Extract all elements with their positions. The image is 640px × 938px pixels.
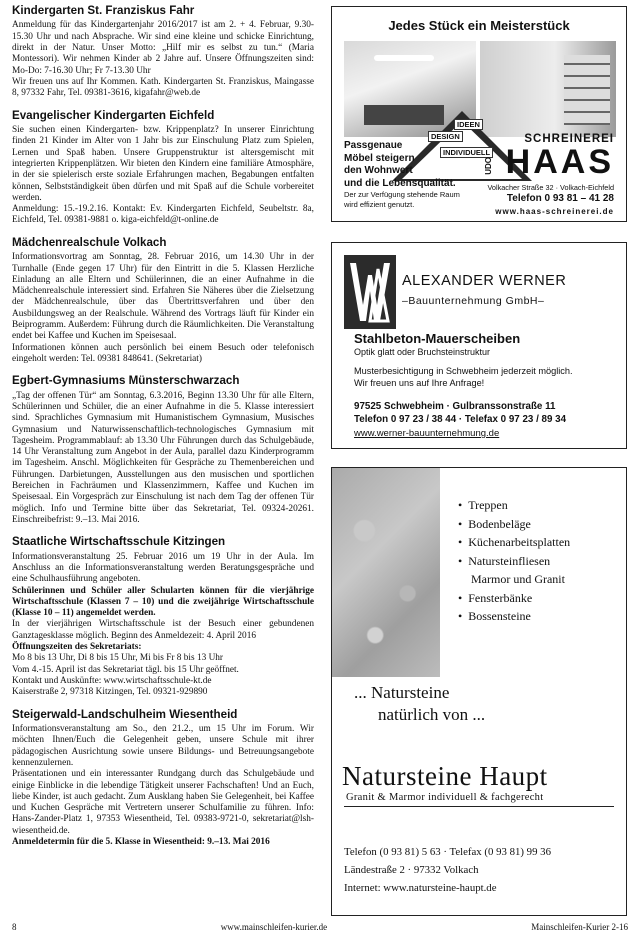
section-title: Egbert-Gymnasiums Münsterschwarzach <box>12 374 240 388</box>
company-website: www.werner-bauunternehmung.de <box>354 428 500 439</box>
aw-logo-icon <box>344 255 396 329</box>
company-name: HAAS <box>505 143 614 181</box>
section-paragraph: „Tag der offenen Tür“ am Sonntag, 6.3.2016, Beginn 13.30 Uhr für alle Eltern, Schülerinnen und Schüler, die an einer Aufnahme in die 5. Klasse interessiert sind. Sprachliches Gymnasium mit Humanistischem Gymnasium, Musisches Gymnasium und Naturwissenschaftlich-technologisches Gymnasium mit Tagesheim. Programmablauf: ab 13.30 Uhr Führungen durch das Schulgebäude, 14 Uhr Veranstaltung zum Angebot in der Aula, parallel dazu Kinderprogramm im Tagesheim. Anschl. Möglichkeiten für Gespräche zu Themenbereichen und Führungen. Darbietungen, Ausstellungen aus den musischen und sportlichen Bereichen in Fachräumen und Klassenzimmern, Kaffee und Kuchen im Speisesaal. Ein Vorgespräch zur Einschulung ist nach dem Tag der offenen Tür möglich. Info und Termine bitte über das Sekretariat, Tel. 09324-20261. Einschreibefrist: 9.–13. Mai 2016. <box>12 390 314 525</box>
lamp-shape <box>374 55 434 61</box>
word-design: DESIGN <box>428 131 463 142</box>
shelf-shape <box>564 55 610 125</box>
product-item-label: Natursteinfliesen <box>468 553 551 568</box>
section-wirtschaftsschule <box>12 535 314 698</box>
section-title: Staatliche Wirtschaftsschule Kitzingen <box>12 535 226 549</box>
section-title: Evangelischer Kindergarten Eichfeld <box>12 108 215 122</box>
ad-small-text <box>344 190 460 210</box>
section-paragraph: Öffnungszeiten des Sekretariats: <box>12 642 142 653</box>
section-paragraph: Informationsveranstaltung 25. Februar 2016 um 19 Uhr in der Aula. Im Anschluss an die Informationsveranstaltung werden Beratungsgespräche und eine Schulhausführung angeboten. <box>12 551 314 585</box>
section-title: Kindergarten St. Franziskus Fahr <box>12 4 195 17</box>
page-footer <box>12 922 628 932</box>
company-name: ALEXANDER WERNER <box>402 273 567 289</box>
product-item <box>458 552 570 589</box>
ad-visit-text <box>354 366 573 389</box>
section-egbert-gymnasium <box>12 374 314 526</box>
section-paragraph: Anmeldetermin für die 5. Klasse in Wiesentheid: 9.–13. Mai 2016 <box>12 837 270 848</box>
section-paragraph: Kontakt und Auskünfte: www.wirtschaftsschule-kt.de <box>12 675 212 686</box>
small-line: Der zur Verfügung stehende Raum <box>344 190 460 199</box>
product-item: • Küchenarbeitsplatten <box>458 533 570 552</box>
product-item: • Fensterbänke <box>458 589 570 608</box>
article-column <box>12 4 314 916</box>
slogan-line: natürlich von ... <box>378 705 486 724</box>
section-landschulheim <box>12 708 314 849</box>
ad-headline: Jedes Stück ein Meisterstück <box>388 18 570 33</box>
company-phone: Telefon 0 97 23 / 38 44 · Telefax 0 97 23 / 89 34 <box>354 414 567 425</box>
company-name: Natursteine Haupt <box>342 761 548 791</box>
product-list <box>458 496 570 626</box>
section-maedchenrealschule <box>12 236 314 365</box>
company-subtitle: Granit & Marmor individuell & fachgerecht <box>346 792 544 803</box>
tagline-line: und die Lebensqualität. <box>344 177 456 189</box>
section-kindergarten-fahr <box>12 4 314 100</box>
word-ideen: IDEEN <box>454 119 483 130</box>
company-address: Volkacher Straße 32 · Volkach-Eichfeld <box>487 183 614 192</box>
section-paragraph: Vom 4.-15. April ist das Sekretariat tägl. bis 15 Uhr geöffnet. <box>12 664 239 675</box>
company-address: 97525 Schwebheim · Gulbranssonstraße 11 <box>354 401 556 412</box>
ad-werner-bau <box>331 242 627 449</box>
company-phone: Telefon 0 93 81 – 41 28 <box>506 193 614 204</box>
ad-slogan <box>354 682 485 726</box>
page-number: 8 <box>12 922 17 932</box>
section-paragraph: In der vierjährigen Wirtschaftsschule ist der Besuch einer gebundenen Ganztagesklasse möglich. Beginn des Anmeldezeit: 4. April 2016 <box>12 619 314 641</box>
word-individuell: INDIVIDUELL <box>440 147 493 158</box>
visit-line: Wir freuen uns auf Ihre Anfrage! <box>354 377 485 388</box>
company-address: Ländestraße 2 · 97332 Volkach <box>344 864 479 876</box>
section-paragraph: Kaiserstraße 2, 97318 Kitzingen, Tel. 09321-929890 <box>12 687 208 698</box>
section-paragraph: Sie suchen einen Kindergarten- bzw. Krippenplatz? In unserer Einrichtung finden 21 Kinder im Alter von 1 Jahr bis zur Einschulung Platz zum Spielen, Lernen und Spaß haben. Unsere Gruppenstruktur ist altersgemischt mit integrierten Krippenplätzen. Wir bieten den Kindern eine familiäre Atmosphäre, in der sie spielerisch erste soziale Erfahrungen machen, Begabungen entfalten können, Selbstständigkeit üben dürfen und mit Spaß auf die Schule vorbereitet werden. <box>12 125 314 203</box>
slogan-line: ... Natursteine <box>354 683 450 702</box>
section-paragraph: Anmeldung für das Kindergartenjahr 2016/2017 ist am 2. + 4. Februar, 9.30-15.30 Uhr und nach Absprache. Wir sind eine kleine und schicke Einrichtung, direkt in der Natur. Unser Motto: „Hilf mir es selbst zu tun.“ (Maria Montessori). Wir nehmen Kinder ab 2 Jahre auf. Unsere Öffnungszeiten sind: Mo-Do: 7-16.30 Uhr; Fr 7-13.30 Uhr <box>12 20 314 76</box>
section-paragraph: Informationsvortrag am Sonntag, 28. Februar 2016, um 14.30 Uhr in der Turnhalle (Ende gegen 17 Uhr) für den Eintritt in die 5. Klassen Herzliche Einladung an alle Eltern und Schülerinnen, die an einer Aufnahme in die Mädchenrealschule interessiert sind. Erfahren Sie Näheres über die Zielsetzung der Mädchenrealschule, über das Übertrittsverfahren und über den Ausbildungsweg an der Realschule. Während des Vortrags läuft für Kinder ein Beiprogramm. Außerdem: Führung durch die Räumlichkeiten. Die Veranstaltung endet bei Kaffee und Kuchen im Speisesaal. <box>12 252 314 342</box>
section-kindergarten-eichfeld <box>12 109 314 227</box>
company-type: SCHREINEREI <box>524 133 614 145</box>
stone-texture-image <box>332 468 440 677</box>
section-paragraph: Präsentationen und ein interessanter Rundgang durch das Schulgebäude und einige Einblicke in die lebendige Tätigkeit unserer Fachschaften! Und an Euch, liebe Kinder, ist auch gedacht. Zum Ausklang haben Sie Gelegenheit, bei Kaffee und Kuchen Gespräche mit Vertretern unserer Schulfamilie zu führen. Info: Hans-Zander-Platz 1, 97353 Wiesentheid, Tel. 09383-9721-0, sekretariat@lsh-wiesentheid.de. <box>12 769 314 836</box>
section-title: Steigerwald-Landschulheim Wiesentheid <box>12 707 238 721</box>
tagline-line: Möbel steigern <box>344 152 415 164</box>
product-item-label-2: Marmor und Granit <box>471 572 565 586</box>
company-phone: Telefon (0 93 81) 5 63 · Telefax (0 93 81) 99 36 <box>344 846 551 858</box>
tagline-line: Passgenaue <box>344 140 403 151</box>
ad-natursteine-haupt <box>331 467 627 916</box>
footer-issue: Mainschleifen-Kurier 2-16 <box>531 922 628 932</box>
tagline-line: den Wohnwert <box>344 165 413 176</box>
product-item: • Bossensteine <box>458 607 570 626</box>
company-website: Internet: www.natursteine-haupt.de <box>344 882 497 894</box>
section-paragraph: Informationen können auch persönlich bei einem Besuch oder telefonisch eingeholt werden: Tel. 09381 848641. (Sekretariat) <box>12 342 314 364</box>
company-subtitle: –Bauunternehmung GmbH– <box>402 295 545 307</box>
section-paragraph: Wir freuen uns auf Ihr Kommen. Kath. Kindergarten St. Franziskus, Maingasse 8, 97332 Fahr, Tel. 09381-3616, kigafahr@web.de <box>12 76 314 99</box>
first-name: UDO <box>484 157 493 175</box>
divider <box>344 806 614 807</box>
ad-schreinerei-haas <box>331 6 627 222</box>
ad-headline: Stahlbeton-Mauerscheiben <box>354 331 521 346</box>
section-paragraph: Informationsveranstaltung am So., den 21.2., um 15 Uhr im Forum. Wir möchten Ihnen/Euch die Gelegenheit geben, unsere Schule mit ihrer pädagogischen Ausrichtung sowie unsere Bildungs- und Betreuungsangebote kennenzulernen. <box>12 724 314 768</box>
footer-url: www.mainschleifen-kurier.de <box>220 922 328 932</box>
visit-line: Musterbesichtigung in Schwebheim jederzeit möglich. <box>354 366 573 376</box>
ad-tagline <box>344 140 456 190</box>
small-line: wird effizient genutzt. <box>344 200 415 209</box>
company-website: www.haas-schreinerei.de <box>495 207 614 216</box>
section-paragraph: Anmeldung: 15.-19.2.16. Kontakt: Ev. Kindergarten Eichfeld, Seubeltstr. 8a, Eichfeld, Tel. 09381-9881 o. kiga-eichfeld@t-online.de <box>12 204 314 226</box>
section-title: Mädchenrealschule Volkach <box>12 235 167 249</box>
ad-option: Optik glatt oder Bruchsteinstruktur <box>354 347 491 357</box>
product-item: • Treppen <box>458 496 570 515</box>
section-paragraph: Mo 8 bis 13 Uhr, Di 8 bis 15 Uhr, Mi bis Fr 8 bis 13 Uhr <box>12 653 224 664</box>
section-paragraph: Schülerinnen und Schüler aller Schularten können für die vierjährige Wirtschaftsschule (Klassen 7 – 10) und die zweijährige Wirtschaftsschule (Klasse 10 – 11) angemeldet werden. <box>12 585 314 619</box>
product-item: • Bodenbeläge <box>458 515 570 534</box>
